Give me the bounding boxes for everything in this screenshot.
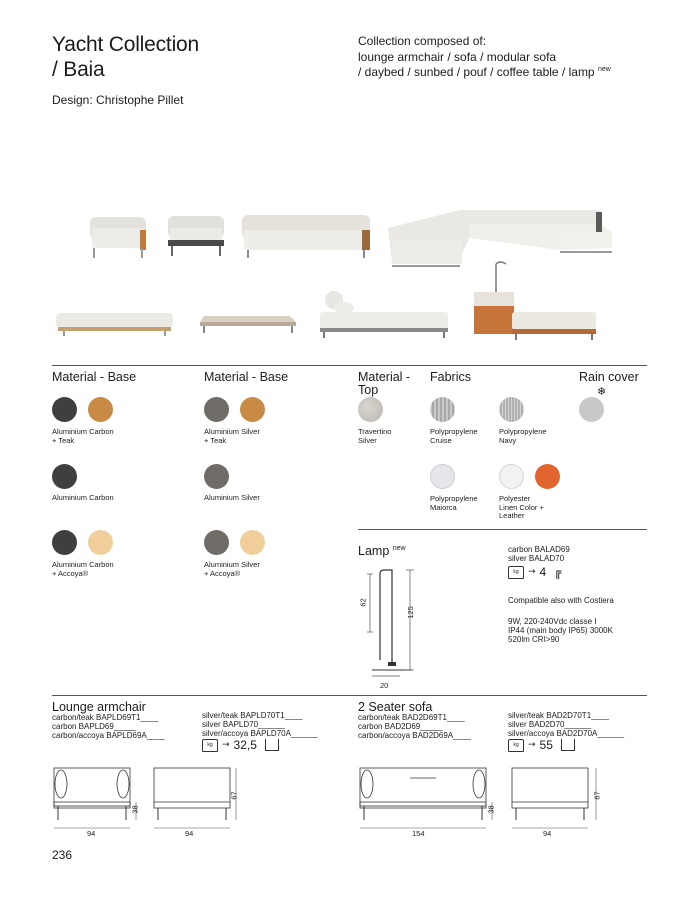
photo-armchair-teak	[90, 217, 146, 258]
lamp-dim-head: 62	[358, 598, 368, 607]
page-number: 236	[52, 848, 73, 862]
swatch-aluminium-carbon	[52, 530, 77, 555]
caption-silver: Aluminium Silver	[204, 493, 260, 502]
sofa-title: 2 Seater sofa	[358, 700, 433, 714]
swatch-aluminium-carbon	[52, 397, 77, 422]
arrow-icon: →	[222, 740, 230, 750]
stackable-icon	[561, 739, 575, 751]
weight-icon: kg	[508, 566, 524, 579]
armchair-codes-carbon: carbon/teak BAPLD69T1____ carbon BAPLD69_____ carbon/accoya BAPLD69A____	[52, 713, 165, 740]
lamp-dim-base: 20	[380, 681, 389, 690]
swatch-polypropylene-cruise	[430, 397, 455, 422]
photo-daybed	[320, 291, 448, 338]
swatch-aluminium-silver	[204, 464, 229, 489]
sofa-codes-carbon: carbon/teak BAD2D69T1____ carbon BAD2D69_____ carbon/accoya BAD2D69A____	[358, 713, 471, 740]
swatch-teak	[240, 397, 265, 422]
caption-navy: Polypropylene Navy	[499, 427, 547, 445]
swatch-aluminium-silver	[204, 530, 229, 555]
sofa-dim-width-side: 94	[543, 829, 552, 838]
swatch-aluminium-silver	[204, 397, 229, 422]
heading-material-base-carbon: Material - Base	[52, 370, 137, 384]
armchair-weight: kg → 32,5	[202, 738, 279, 752]
armchair-front-drawing	[50, 762, 140, 832]
photo-sunbed	[56, 313, 173, 336]
sofa-front-drawing	[356, 762, 496, 832]
sofa-dim-seat: 38	[486, 805, 496, 814]
lamp-title: Lamp $^{new}$	[358, 544, 406, 558]
lamp-specs: 9W, 220-240Vdc classe I IP44 (main body IP65) 3000K 520lm CRI>90	[508, 617, 613, 644]
divider-materials	[52, 365, 647, 366]
armchair-dim-width-side: 94	[185, 829, 194, 838]
swatch-travertino-silver	[358, 397, 383, 422]
divider-products	[52, 695, 647, 696]
sofa-codes-silver: silver/teak BAD2D70T1____ silver BAD2D70______ silver/accoya BAD2D70A______	[508, 711, 625, 738]
swatch-rain-cover	[579, 397, 604, 422]
lamp-codes: carbon BALAD69 silver BALAD70	[508, 545, 570, 563]
sofa-dim-height: 67	[592, 791, 602, 800]
photo-daybed-with-lamp	[474, 262, 596, 340]
photo-coffee-table	[200, 316, 296, 333]
armchair-dim-width-front: 94	[87, 829, 96, 838]
collection-composition: Collection composed of: lounge armchair / sofa / modular sofa / daybed / sunbed / pouf / coffee table / lamp $^{new}$	[358, 34, 611, 79]
caption-carbon-teak: Aluminium Carbon + Teak	[52, 427, 114, 445]
lamp-icon: ╔	[554, 565, 562, 579]
heading-rain-cover: Rain cover	[579, 370, 639, 384]
lamp-compatibility: Compatible also with Costiera	[508, 596, 614, 605]
weight-icon: kg	[508, 739, 524, 752]
designer-credit: Design: Christophe Pillet	[52, 93, 184, 107]
lamp-weight: kg → 4 ╔	[508, 565, 561, 579]
sofa-weight: kg → 55	[508, 738, 575, 752]
caption-maiorca: Polypropylene Maiorca	[430, 494, 478, 512]
swatch-aluminium-carbon	[52, 464, 77, 489]
heading-material-base-silver: Material - Base	[204, 370, 289, 384]
caption-carbon-accoya: Aluminium Carbon + Accoya®	[52, 560, 114, 578]
snowflake-icon: ❄	[597, 385, 607, 398]
swatch-teak	[88, 397, 113, 422]
collection-photos	[0, 0, 700, 360]
armchair-dim-seat: 38	[130, 805, 140, 814]
photo-modular-sofa	[388, 210, 612, 266]
stackable-icon	[265, 739, 279, 751]
heading-fabrics: Fabrics	[430, 370, 471, 384]
sofa-dim-width-front: 154	[412, 829, 425, 838]
divider-lamp	[358, 529, 647, 530]
swatch-accoya	[88, 530, 113, 555]
photo-armchair-carbon	[168, 216, 224, 256]
caption-travertino-silver: Travertino Silver	[358, 427, 392, 445]
photo-sofa	[242, 215, 370, 258]
swatch-accoya	[240, 530, 265, 555]
page-title: Yacht Collection / Baia	[52, 33, 199, 81]
caption-linen-leather: Polyester Linen Color + Leather	[499, 494, 544, 520]
caption-carbon: Aluminium Carbon	[52, 493, 114, 502]
weight-icon: kg	[202, 739, 218, 752]
swatch-polypropylene-maiorca	[430, 464, 455, 489]
arrow-icon: →	[528, 740, 536, 750]
armchair-codes-silver: silver/teak BAPLD70T1____ silver BAPLD70______ silver/accoya BAPLD70A______	[202, 711, 318, 738]
armchair-dim-height: 67	[229, 791, 239, 800]
heading-material-top: Material - Top	[358, 370, 411, 397]
armchair-title: Lounge armchair	[52, 700, 146, 714]
lamp-drawing	[352, 560, 432, 690]
caption-silver-teak: Aluminium Silver + Teak	[204, 427, 260, 445]
arrow-icon: →	[528, 567, 536, 577]
swatch-leather	[535, 464, 560, 489]
caption-cruise: Polypropylene Cruise	[430, 427, 478, 445]
swatch-polyester-linen	[499, 464, 524, 489]
swatch-polypropylene-navy	[499, 397, 524, 422]
lamp-dim-height: 125	[405, 606, 415, 619]
caption-silver-accoya: Aluminium Silver + Accoya®	[204, 560, 260, 578]
